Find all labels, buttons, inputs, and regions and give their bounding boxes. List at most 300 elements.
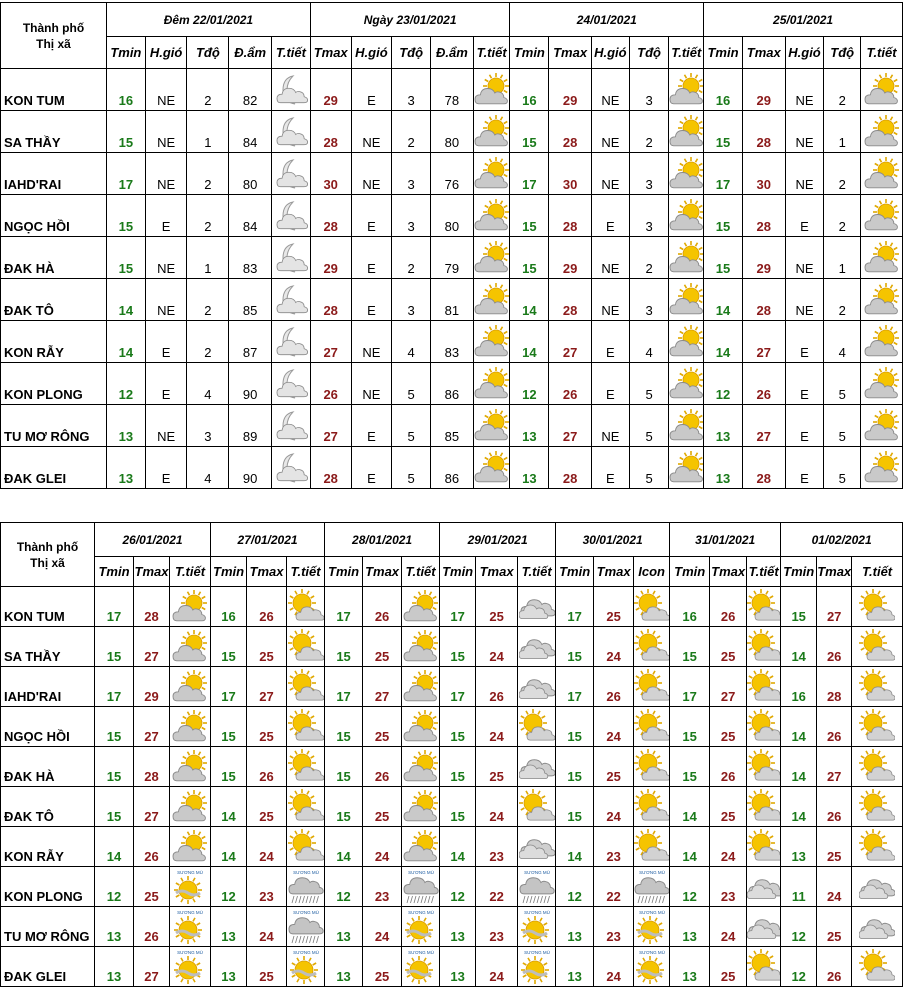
weather-cell <box>402 907 440 947</box>
tmin-value: 12 <box>106 363 145 405</box>
value-cell: 81 <box>431 279 474 321</box>
sun-cloud-icon <box>634 669 670 705</box>
sun-cloud-icon <box>747 749 781 785</box>
tmin-value: 15 <box>95 627 134 667</box>
value-cell: 80 <box>431 195 474 237</box>
sun-cloud-icon <box>859 949 895 985</box>
table-row <box>1 111 903 153</box>
tmax-value: 28 <box>134 587 170 627</box>
weather-cell <box>287 627 325 667</box>
column-header: Đ.ẩm <box>229 37 272 69</box>
value-cell: 80 <box>229 153 272 195</box>
weather-cell <box>287 587 325 627</box>
value-cell: NE <box>145 153 187 195</box>
cloud-sun-icon <box>403 709 439 745</box>
value-cell: 78 <box>431 69 474 111</box>
cloud-sun-icon <box>474 240 510 276</box>
tmax-value: 26 <box>363 747 402 787</box>
value-cell: 90 <box>229 363 272 405</box>
tmax-value: 23 <box>710 867 747 907</box>
tmin-value: 14 <box>106 321 145 363</box>
weather-cell <box>669 447 704 489</box>
cloud-sun-icon <box>669 366 703 402</box>
value-cell: 5 <box>629 405 669 447</box>
tmin-value: 15 <box>106 195 145 237</box>
value-cell: NE <box>785 111 824 153</box>
tmax-value: 25 <box>476 587 518 627</box>
svg-text:SƯƠNG MÙ: SƯƠNG MÙ <box>177 869 203 875</box>
tmax-value: 30 <box>549 153 592 195</box>
date-header: Ngày 23/01/2021 <box>310 3 510 37</box>
tmax-value: 26 <box>742 363 785 405</box>
tmax-value: 26 <box>363 587 402 627</box>
cloud-sun-icon <box>864 282 900 318</box>
table-row <box>1 321 903 363</box>
tmin-value: 13 <box>510 405 549 447</box>
weather-cell <box>272 111 311 153</box>
value-cell: NE <box>351 111 392 153</box>
weather-cell <box>747 747 781 787</box>
tmax-value: 29 <box>310 237 351 279</box>
weather-cell <box>170 947 211 987</box>
weather-cell <box>747 587 781 627</box>
date-header: 25/01/2021 <box>704 3 903 37</box>
weather-cell <box>747 947 781 987</box>
weather-cell <box>852 947 903 987</box>
weather-cell <box>402 627 440 667</box>
tmin-value: 12 <box>325 867 363 907</box>
value-cell: 2 <box>392 111 431 153</box>
column-header: H.gió <box>351 37 392 69</box>
tmin-value: 17 <box>556 587 594 627</box>
tmax-value: 27 <box>134 627 170 667</box>
tmin-value: 13 <box>211 907 247 947</box>
column-header: Tmax <box>817 557 852 587</box>
tmin-value: 15 <box>211 747 247 787</box>
tmin-value: 14 <box>781 747 817 787</box>
column-header: Tmin <box>704 37 743 69</box>
svg-text:SƯƠNG MÙ: SƯƠNG MÙ <box>523 909 550 915</box>
tmin-value: 13 <box>106 405 145 447</box>
table-row <box>1 827 903 867</box>
tmax-value: 27 <box>549 321 592 363</box>
table-row <box>1 153 903 195</box>
tmin-value: 14 <box>325 827 363 867</box>
tmax-value: 24 <box>476 947 518 987</box>
weather-cell <box>669 237 704 279</box>
tmin-value: 17 <box>95 587 134 627</box>
value-cell: E <box>785 195 824 237</box>
tmax-value: 27 <box>134 947 170 987</box>
tmin-value: 16 <box>510 69 549 111</box>
weather-cell <box>473 195 510 237</box>
tmax-value: 26 <box>710 747 747 787</box>
tmax-value: 26 <box>817 947 852 987</box>
cloud-sun-icon <box>172 749 208 785</box>
weather-cell <box>170 627 211 667</box>
city-name: ĐAK TÔ <box>1 279 107 321</box>
tmax-value: 27 <box>710 667 747 707</box>
value-cell: NE <box>145 405 187 447</box>
cloud-sun-icon <box>172 829 208 865</box>
weather-cell <box>861 237 903 279</box>
value-cell: 3 <box>629 69 669 111</box>
value-cell: NE <box>145 111 187 153</box>
tmin-value: 15 <box>211 627 247 667</box>
value-cell: NE <box>785 153 824 195</box>
value-cell: 3 <box>392 69 431 111</box>
night-icon <box>273 240 309 276</box>
tmin-value: 14 <box>440 827 476 867</box>
value-cell: 2 <box>824 153 861 195</box>
tmax-value: 22 <box>476 867 518 907</box>
tmin-value: 16 <box>670 587 710 627</box>
svg-text:SƯƠNG MÙ: SƯƠNG MÙ <box>292 869 319 875</box>
cloud-sun-icon <box>403 789 439 825</box>
cloud-sun-icon <box>474 450 510 486</box>
column-header: Đ.ẩm <box>431 37 474 69</box>
weather-cell <box>861 279 903 321</box>
city-name: KON TUM <box>1 69 107 111</box>
weather-cell <box>272 363 311 405</box>
column-header: T.tiết <box>170 557 211 587</box>
column-header: Tmax <box>594 557 634 587</box>
column-header: T.tiết <box>272 37 311 69</box>
tmin-value: 14 <box>510 321 549 363</box>
sun-cloud-icon <box>634 749 670 785</box>
value-cell: 5 <box>392 363 431 405</box>
svg-text:SƯƠNG MÙ: SƯƠNG MÙ <box>292 909 319 915</box>
tmin-value: 15 <box>95 747 134 787</box>
weather-cell <box>852 867 903 907</box>
column-header: Tmin <box>325 557 363 587</box>
weather-cell <box>747 787 781 827</box>
tmin-value: 15 <box>670 707 710 747</box>
value-cell: 3 <box>629 279 669 321</box>
tmin-value: 13 <box>325 947 363 987</box>
night-icon <box>273 282 309 318</box>
tmin-value: 15 <box>95 787 134 827</box>
tmin-value: 15 <box>670 747 710 787</box>
cloudy-icon <box>859 869 895 905</box>
tmax-value: 25 <box>363 787 402 827</box>
value-cell: 76 <box>431 153 474 195</box>
value-cell: 4 <box>392 321 431 363</box>
tmax-value: 27 <box>310 321 351 363</box>
tmin-value: 16 <box>781 667 817 707</box>
tmin-value: 17 <box>325 587 363 627</box>
value-cell: 5 <box>824 363 861 405</box>
cloud-sun-icon <box>864 366 900 402</box>
column-header: Tmax <box>476 557 518 587</box>
weather-cell <box>402 667 440 707</box>
tmax-value: 30 <box>310 153 351 195</box>
city-name: KON RẪY <box>1 321 107 363</box>
tmax-value: 23 <box>594 907 634 947</box>
tmax-value: 24 <box>247 827 287 867</box>
city-name: ĐAK TÔ <box>1 787 95 827</box>
column-header: T.tiết <box>852 557 903 587</box>
tmax-value: 23 <box>476 907 518 947</box>
tmin-value: 15 <box>510 237 549 279</box>
value-cell: 2 <box>187 321 229 363</box>
column-header: Tmin <box>95 557 134 587</box>
weather-cell <box>287 947 325 987</box>
weather-cell <box>473 279 510 321</box>
value-cell: E <box>145 447 187 489</box>
table-row <box>1 447 903 489</box>
cloud-sun-icon <box>669 198 703 234</box>
fog-sun-icon <box>403 909 439 945</box>
sun-cloud-icon <box>634 789 670 825</box>
column-header: H.gió <box>785 37 824 69</box>
weather-cell <box>852 667 903 707</box>
tmax-value: 28 <box>742 195 785 237</box>
value-cell: E <box>785 447 824 489</box>
tmin-value: 15 <box>325 747 363 787</box>
tmax-value: 27 <box>742 405 785 447</box>
city-name: NGỌC HỒI <box>1 707 95 747</box>
tmax-value: 28 <box>310 195 351 237</box>
value-cell: E <box>592 447 630 489</box>
tmin-value: 13 <box>781 827 817 867</box>
cloud-sun-icon <box>474 324 510 360</box>
table-row <box>1 405 903 447</box>
tmin-value: 12 <box>440 867 476 907</box>
column-header: Tmin <box>106 37 145 69</box>
value-cell: 4 <box>187 363 229 405</box>
tmin-value: 15 <box>704 111 743 153</box>
value-cell: E <box>145 321 187 363</box>
tmin-value: 15 <box>781 587 817 627</box>
cloud-sun-icon <box>864 156 900 192</box>
night-icon <box>273 324 309 360</box>
value-cell: 1 <box>824 237 861 279</box>
weather-cell <box>402 947 440 987</box>
svg-text:SƯƠNG MÙ: SƯƠNG MÙ <box>407 869 434 875</box>
sun-cloud-icon <box>288 749 324 785</box>
cloud-sun-icon <box>474 156 510 192</box>
tmin-value: 17 <box>440 587 476 627</box>
tmax-value: 27 <box>817 747 852 787</box>
tmax-value: 26 <box>817 627 852 667</box>
city-name: KON TUM <box>1 587 95 627</box>
cloudy-icon <box>519 749 555 785</box>
value-cell: E <box>351 447 392 489</box>
column-header: Icon <box>634 557 670 587</box>
weather-cell <box>170 867 211 907</box>
city-name: ĐAK GLEI <box>1 947 95 987</box>
tmin-value: 11 <box>781 867 817 907</box>
tmin-value: 14 <box>95 827 134 867</box>
column-header: Tđộ <box>187 37 229 69</box>
value-cell: 5 <box>824 405 861 447</box>
weather-cell <box>287 827 325 867</box>
weather-cell <box>669 405 704 447</box>
column-header: Tmin <box>510 37 549 69</box>
cloud-sun-icon <box>864 72 900 108</box>
tmin-value: 13 <box>556 907 594 947</box>
value-cell: NE <box>351 363 392 405</box>
cloud-sun-icon <box>474 408 510 444</box>
fog-rain-icon <box>288 909 324 945</box>
cloud-sun-icon <box>669 282 703 318</box>
value-cell: 83 <box>229 237 272 279</box>
tmax-value: 25 <box>817 827 852 867</box>
tmax-value: 23 <box>247 867 287 907</box>
tmin-value: 15 <box>106 111 145 153</box>
city-header: Thành phố Thị xã <box>1 3 107 69</box>
tmin-value: 15 <box>325 707 363 747</box>
tmax-value: 26 <box>817 787 852 827</box>
tmin-value: 15 <box>556 707 594 747</box>
weather-cell <box>634 627 670 667</box>
tmax-value: 24 <box>710 827 747 867</box>
night-icon <box>273 408 309 444</box>
tmax-value: 25 <box>363 627 402 667</box>
value-cell: 83 <box>431 321 474 363</box>
weather-cell <box>272 405 311 447</box>
tmax-value: 26 <box>594 667 634 707</box>
tmin-value: 13 <box>95 947 134 987</box>
city-name: IAHD'RAI <box>1 667 95 707</box>
value-cell: E <box>592 363 630 405</box>
date-header: 27/01/2021 <box>211 523 325 557</box>
city-name: SA THẦY <box>1 627 95 667</box>
table-row <box>1 627 903 667</box>
tmin-value: 13 <box>556 947 594 987</box>
tmax-value: 29 <box>742 69 785 111</box>
column-header: Tđộ <box>392 37 431 69</box>
cloudy-icon <box>519 629 555 665</box>
weather-cell <box>518 747 556 787</box>
svg-text:SƯƠNG MÙ: SƯƠNG MÙ <box>523 869 550 875</box>
value-cell: 86 <box>431 363 474 405</box>
cloud-sun-icon <box>172 709 208 745</box>
weather-cell <box>287 707 325 747</box>
weather-cell <box>852 587 903 627</box>
cloudy-icon <box>519 589 555 625</box>
value-cell: NE <box>785 279 824 321</box>
tmax-value: 26 <box>549 363 592 405</box>
sun-cloud-icon <box>634 709 670 745</box>
cloud-sun-icon <box>172 629 208 665</box>
tmax-value: 27 <box>247 667 287 707</box>
sun-cloud-icon <box>288 669 324 705</box>
weather-cell <box>634 947 670 987</box>
sun-cloud-icon <box>859 789 895 825</box>
value-cell: 85 <box>431 405 474 447</box>
tmax-value: 29 <box>742 237 785 279</box>
weather-cell <box>518 907 556 947</box>
tmax-value: 24 <box>476 627 518 667</box>
table-row <box>1 907 903 947</box>
value-cell: NE <box>592 153 630 195</box>
value-cell: E <box>785 405 824 447</box>
table-row <box>1 363 903 405</box>
tmin-value: 17 <box>704 153 743 195</box>
tmin-value: 13 <box>670 947 710 987</box>
value-cell: 84 <box>229 195 272 237</box>
city-name: ĐAK GLEI <box>1 447 107 489</box>
sun-cloud-icon <box>519 789 555 825</box>
weather-cell <box>473 363 510 405</box>
weather-cell <box>272 237 311 279</box>
fog-rain-icon <box>519 869 555 905</box>
tmax-value: 28 <box>310 447 351 489</box>
weather-cell <box>518 667 556 707</box>
tmin-value: 13 <box>510 447 549 489</box>
sun-cloud-icon <box>747 709 781 745</box>
weather-cell <box>402 827 440 867</box>
tmin-value: 14 <box>781 707 817 747</box>
date-header: 31/01/2021 <box>670 523 781 557</box>
weather-cell <box>747 627 781 667</box>
table-row <box>1 195 903 237</box>
tmax-value: 29 <box>549 237 592 279</box>
tmax-value: 25 <box>476 747 518 787</box>
weather-cell <box>669 279 704 321</box>
weather-cell <box>287 667 325 707</box>
tmax-value: 28 <box>134 747 170 787</box>
weather-cell <box>170 747 211 787</box>
column-header: Tmin <box>556 557 594 587</box>
tmin-value: 13 <box>704 405 743 447</box>
svg-text:SƯƠNG MÙ: SƯƠNG MÙ <box>407 949 434 955</box>
column-header: Tmin <box>781 557 817 587</box>
tmax-value: 26 <box>310 363 351 405</box>
value-cell: NE <box>351 321 392 363</box>
tmax-value: 25 <box>710 627 747 667</box>
date-header: 30/01/2021 <box>556 523 670 557</box>
weather-cell <box>170 827 211 867</box>
column-header: Tmax <box>549 37 592 69</box>
value-cell: 5 <box>392 405 431 447</box>
weather-cell <box>747 667 781 707</box>
sun-cloud-icon <box>747 669 781 705</box>
value-cell: NE <box>145 237 187 279</box>
value-cell: 2 <box>187 279 229 321</box>
tmin-value: 16 <box>704 69 743 111</box>
weather-cell <box>669 195 704 237</box>
tmax-value: 28 <box>742 279 785 321</box>
weather-cell <box>634 787 670 827</box>
tmin-value: 14 <box>510 279 549 321</box>
sun-cloud-icon <box>634 829 670 865</box>
weather-cell <box>272 69 311 111</box>
value-cell: 2 <box>392 237 431 279</box>
tmax-value: 27 <box>134 787 170 827</box>
tmin-value: 17 <box>556 667 594 707</box>
weather-cell <box>473 69 510 111</box>
tmax-value: 24 <box>594 707 634 747</box>
tmax-value: 25 <box>247 787 287 827</box>
value-cell: 4 <box>824 321 861 363</box>
value-cell: 5 <box>629 447 669 489</box>
night-icon <box>273 72 309 108</box>
tmin-value: 14 <box>670 827 710 867</box>
table-row <box>1 667 903 707</box>
cloud-sun-icon <box>669 156 703 192</box>
value-cell: 4 <box>187 447 229 489</box>
sun-cloud-icon <box>859 589 895 625</box>
value-cell: 89 <box>229 405 272 447</box>
weather-cell <box>287 867 325 907</box>
tmax-value: 25 <box>247 627 287 667</box>
cloud-sun-icon <box>864 450 900 486</box>
value-cell: 2 <box>824 195 861 237</box>
cloudy-icon <box>747 909 781 945</box>
